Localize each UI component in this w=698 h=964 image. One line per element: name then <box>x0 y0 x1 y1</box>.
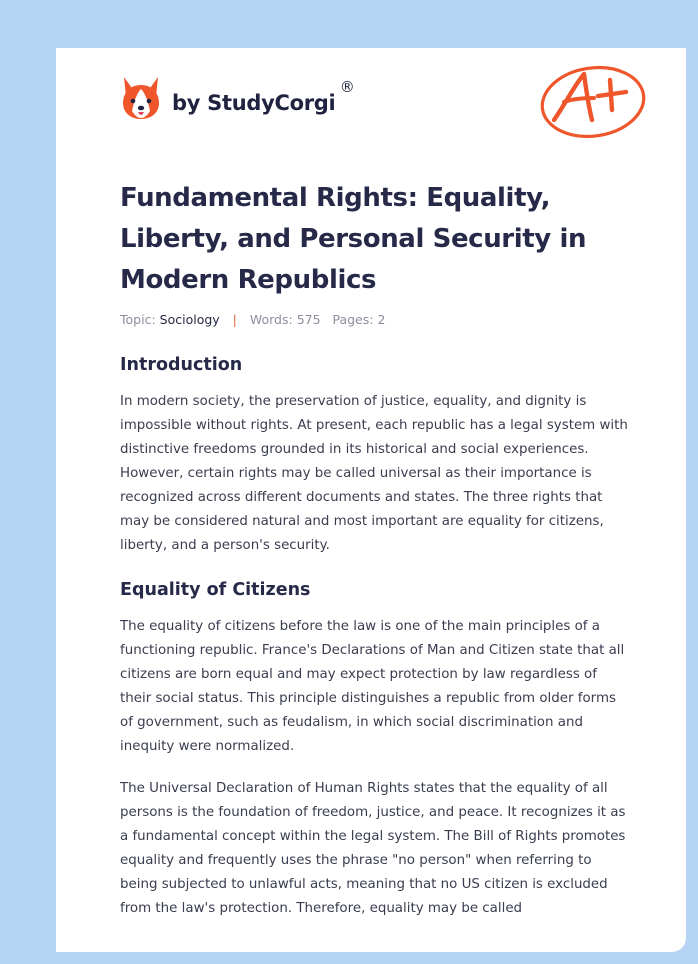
words-count: 575 <box>296 312 321 327</box>
article-meta <box>120 312 385 327</box>
paragraph: The Universal Declaration of Human Rights states that the equality of all persons is the foundation of freedom, justice, and peace. It recognizes it as a fundamental concept within the legal system. The Bill of Rights promotes equality and frequently uses the phrase "no person" when referring to being subjected to unlawful acts, meaning that no US citizen is excluded from the law's protection. Therefore, equality may be called <box>120 781 626 916</box>
meta-separator: | <box>232 312 237 327</box>
a-plus-grade-icon <box>538 58 650 140</box>
topic-label: Topic: <box>120 312 156 327</box>
registered-mark: ® <box>339 78 355 96</box>
corgi-logo-icon <box>120 75 162 121</box>
section-heading: Equality of Citizens <box>120 580 311 600</box>
pages-count: 2 <box>377 312 386 327</box>
paragraph: In modern society, the preservation of justice, equality, and dignity is impossible without rights. At present, each republic has a legal system with distinctive freedoms grounded in its historical and social experiences. However, certain rights may be called universal as their importance is recognized across different documents and states. The three rights that may be considered natural and most important are equality for citizens, liberty, and a person's security. <box>120 394 628 553</box>
article-title: Fundamental Rights: Equality, Liberty, and Personal Security in Modern Republics <box>120 183 587 295</box>
section-heading: Introduction <box>120 355 243 375</box>
pages-label: Pages: <box>332 312 374 327</box>
section-equality-of-citizens <box>120 577 632 921</box>
logo-wordmark: by StudyCorgi ® <box>172 78 355 115</box>
topic-link[interactable]: Sociology <box>159 312 220 327</box>
words-label: Words: <box>249 312 293 327</box>
studycorgi-logo[interactable] <box>120 74 355 122</box>
paragraph: The equality of citizens before the law is one of the main principles of a functioning republic. France's Declarations of Man and Citizen state that all citizens are born equal and may expect protection by law regardless of their social status. This principle distinguishes a republic from older forms of government, such as feudalism, in which social discrimination and inequity were normalized. <box>120 619 625 754</box>
article-body <box>120 352 632 939</box>
section-introduction <box>120 352 632 558</box>
document-page <box>56 48 686 952</box>
